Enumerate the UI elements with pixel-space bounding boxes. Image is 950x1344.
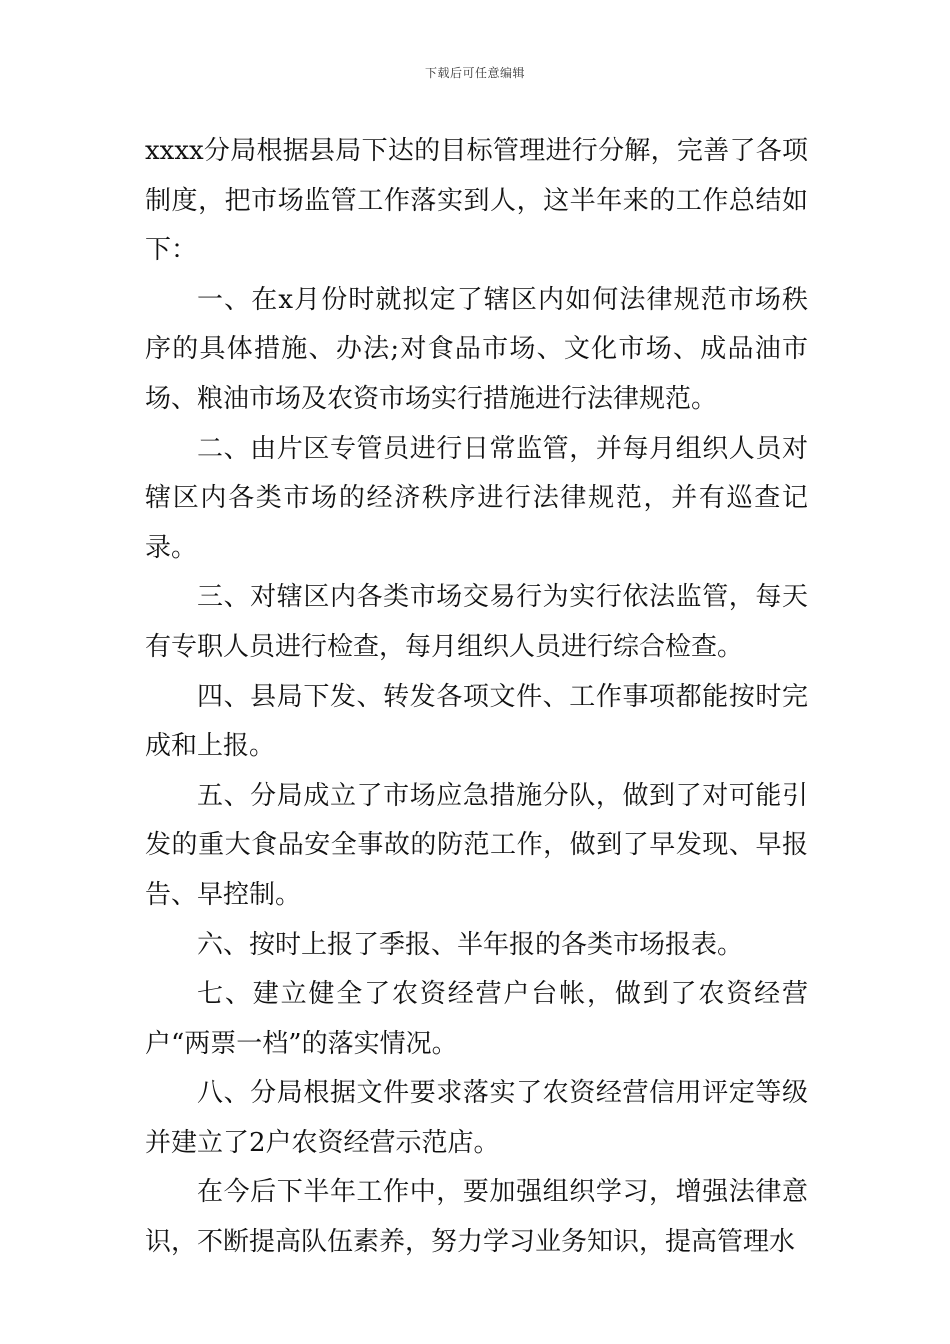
paragraph-item-6: 六、按时上报了季报、半年报的各类市场报表。 xyxy=(197,929,744,960)
paragraph-item-7: 七、建立健全了农资经营户台帐，做到了农资经营户“两票一档”的落实情况。 xyxy=(145,979,808,1059)
paragraph-item-5: 五、分局成立了市场应急措施分队，做到了对可能引发的重大食品安全事故的防范工作，做到了早发现、早报告、早控制。 xyxy=(145,780,808,910)
paragraph-outlook: 在今后下半年工作中，要加强组织学习，增强法律意识，不断提高队伍素养，努力学习业务知识，提高管理水 xyxy=(145,1177,808,1258)
paragraph-item-8: 八、分局根据文件要求落实了农资经营信用评定等级并建立了2户农资经营示范店。 xyxy=(145,1078,808,1158)
paragraph-item-1: 一、在x月份时就拟定了辖区内如何法律规范市场秩序的具体措施、办法;对食品市场、文化市场、成品油市场、粮油市场及农资市场实行措施进行法律规范。 xyxy=(145,284,808,414)
page-header-note: 下载后可任意编辑 xyxy=(424,66,525,80)
paragraph-item-4: 四、县局下发、转发各项文件、工作事项都能按时完成和上报。 xyxy=(145,681,808,762)
document-body xyxy=(145,127,808,1268)
paragraph-item-3: 三、对辖区内各类市场交易行为实行依法监管，每天有专职人员进行检查，每月组织人员进行综合检查。 xyxy=(145,582,808,662)
paragraph-item-2: 二、由片区专管员进行日常监管，并每月组织人员对辖区内各类市场的经济秩序进行法律规范，并有巡查记录。 xyxy=(145,433,808,563)
paragraph-intro: xxxx分局根据县局下达的目标管理进行分解，完善了各项制度，把市场监管工作落实到人，这半年来的工作总结如下： xyxy=(145,136,808,266)
